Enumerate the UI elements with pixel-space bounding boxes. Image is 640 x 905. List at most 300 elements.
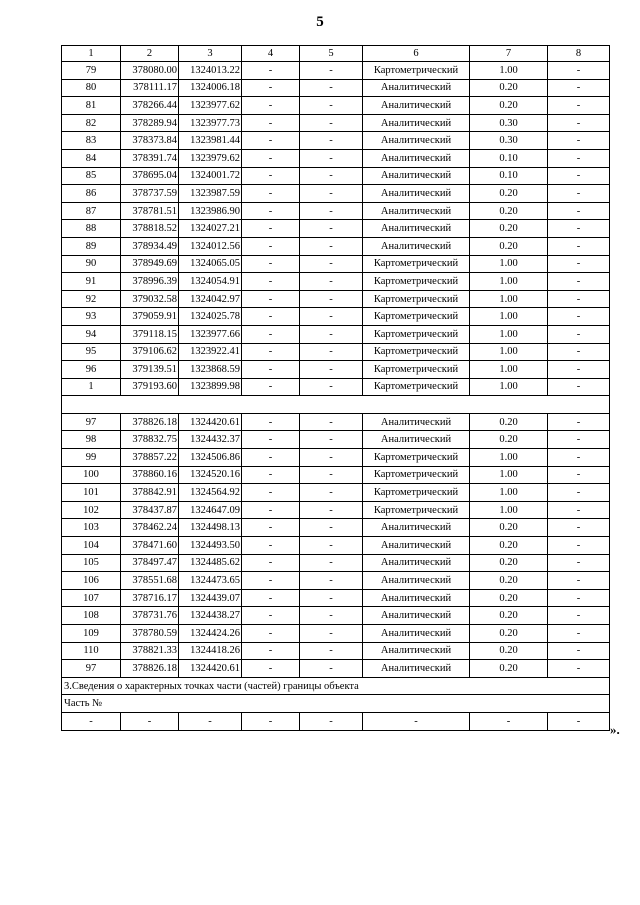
table-cell: - bbox=[300, 712, 363, 730]
table-cell: 1.00 bbox=[470, 361, 548, 379]
table-cell: Аналитический bbox=[363, 589, 470, 607]
table-cell: - bbox=[548, 466, 610, 484]
table-cell: 1324439.07 bbox=[179, 589, 242, 607]
table-cell: 96 bbox=[62, 361, 121, 379]
table-cell: - bbox=[242, 220, 300, 238]
table-cell: - bbox=[300, 149, 363, 167]
table-cell: 378373.84 bbox=[121, 132, 179, 150]
table-cell: - bbox=[548, 62, 610, 80]
table-cell: 378266.44 bbox=[121, 97, 179, 115]
table-cell: - bbox=[300, 185, 363, 203]
table-cell: 378551.68 bbox=[121, 572, 179, 590]
table-cell: 1.00 bbox=[470, 62, 548, 80]
table-row bbox=[62, 378, 610, 396]
table-cell: - bbox=[300, 273, 363, 291]
table-cell: 1324065.05 bbox=[179, 255, 242, 273]
table-cell: - bbox=[548, 660, 610, 678]
table-cell: 104 bbox=[62, 537, 121, 555]
table-cell: 0.10 bbox=[470, 167, 548, 185]
table-row bbox=[62, 607, 610, 625]
table-cell: 379193.60 bbox=[121, 378, 179, 396]
page-number: 5 bbox=[316, 14, 324, 30]
table-row bbox=[62, 501, 610, 519]
table-cell: Картометрический bbox=[363, 449, 470, 467]
table-cell: 82 bbox=[62, 114, 121, 132]
table-row bbox=[62, 413, 610, 431]
column-header: 7 bbox=[470, 46, 548, 62]
table-cell: 378780.59 bbox=[121, 625, 179, 643]
table-row bbox=[62, 572, 610, 590]
table-cell: 378737.59 bbox=[121, 185, 179, 203]
table-cell: Картометрический bbox=[363, 361, 470, 379]
table-cell: Картометрический bbox=[363, 466, 470, 484]
table-cell: - bbox=[242, 325, 300, 343]
table-cell: 1 bbox=[62, 378, 121, 396]
table-cell: 378826.18 bbox=[121, 660, 179, 678]
table-row bbox=[62, 255, 610, 273]
table-cell: - bbox=[548, 607, 610, 625]
table-row bbox=[62, 62, 610, 80]
table-row bbox=[62, 466, 610, 484]
table-cell: - bbox=[242, 712, 300, 730]
table-cell: 1324420.61 bbox=[179, 660, 242, 678]
table-cell: 378860.16 bbox=[121, 466, 179, 484]
table-cell: - bbox=[242, 185, 300, 203]
table-cell: - bbox=[300, 62, 363, 80]
table-cell: - bbox=[242, 343, 300, 361]
table-cell: Аналитический bbox=[363, 220, 470, 238]
table-cell: Аналитический bbox=[363, 132, 470, 150]
table-cell: - bbox=[300, 308, 363, 326]
table-row bbox=[62, 167, 610, 185]
table-cell: 1324432.37 bbox=[179, 431, 242, 449]
table-cell: 379032.58 bbox=[121, 290, 179, 308]
table-cell: - bbox=[548, 537, 610, 555]
table-cell: 0.20 bbox=[470, 431, 548, 449]
table-cell: - bbox=[242, 378, 300, 396]
table-cell: - bbox=[548, 97, 610, 115]
table-cell: 83 bbox=[62, 132, 121, 150]
table-cell: 378111.17 bbox=[121, 79, 179, 97]
table-row bbox=[62, 589, 610, 607]
table-cell: 378857.22 bbox=[121, 449, 179, 467]
table-cell: Картометрический bbox=[363, 62, 470, 80]
column-header: 3 bbox=[179, 46, 242, 62]
table-cell: Картометрический bbox=[363, 501, 470, 519]
table-cell: - bbox=[300, 501, 363, 519]
table-cell: 1.00 bbox=[470, 466, 548, 484]
table-cell: - bbox=[242, 466, 300, 484]
table-cell: Аналитический bbox=[363, 660, 470, 678]
table-cell: 0.30 bbox=[470, 132, 548, 150]
table-cell: 1.00 bbox=[470, 325, 548, 343]
table-cell: 0.20 bbox=[470, 607, 548, 625]
table-cell: - bbox=[242, 572, 300, 590]
table-cell: - bbox=[548, 325, 610, 343]
table-cell: 90 bbox=[62, 255, 121, 273]
table-cell: 1.00 bbox=[470, 484, 548, 502]
table-cell: - bbox=[242, 237, 300, 255]
table-cell: Аналитический bbox=[363, 642, 470, 660]
table-cell: - bbox=[300, 220, 363, 238]
table-cell: 80 bbox=[62, 79, 121, 97]
table-cell: - bbox=[548, 642, 610, 660]
table-cell: - bbox=[548, 79, 610, 97]
table-cell: - bbox=[300, 642, 363, 660]
table-header-row bbox=[62, 46, 610, 62]
table-cell: - bbox=[548, 132, 610, 150]
table-cell: 107 bbox=[62, 589, 121, 607]
table-cell: - bbox=[242, 361, 300, 379]
table-cell: 378832.75 bbox=[121, 431, 179, 449]
table-cell: - bbox=[300, 343, 363, 361]
table-cell: - bbox=[300, 413, 363, 431]
table-cell: 1.00 bbox=[470, 343, 548, 361]
table-cell: 1323922.41 bbox=[179, 343, 242, 361]
table-row bbox=[62, 361, 610, 379]
table-row bbox=[62, 431, 610, 449]
table-cell: 378949.69 bbox=[121, 255, 179, 273]
table-row bbox=[62, 712, 610, 730]
table-cell: Аналитический bbox=[363, 625, 470, 643]
table-cell: 1324012.56 bbox=[179, 237, 242, 255]
table-cell: - bbox=[300, 290, 363, 308]
closing-quote-mark: ». bbox=[610, 722, 620, 737]
table-cell: 378818.52 bbox=[121, 220, 179, 238]
table-cell: - bbox=[470, 712, 548, 730]
table-cell: - bbox=[179, 712, 242, 730]
table-cell: Аналитический bbox=[363, 237, 470, 255]
table-cell: - bbox=[242, 431, 300, 449]
table-cell: 378826.18 bbox=[121, 413, 179, 431]
table-cell: 98 bbox=[62, 431, 121, 449]
table-cell: - bbox=[242, 519, 300, 537]
table-cell: 1323868.59 bbox=[179, 361, 242, 379]
table-cell: - bbox=[242, 167, 300, 185]
table-cell: 79 bbox=[62, 62, 121, 80]
table-cell: - bbox=[548, 149, 610, 167]
table-cell: - bbox=[300, 202, 363, 220]
table-cell: - bbox=[548, 273, 610, 291]
table-cell: 1323981.44 bbox=[179, 132, 242, 150]
table-cell: - bbox=[242, 255, 300, 273]
table-cell: 0.20 bbox=[470, 519, 548, 537]
table-cell: - bbox=[300, 431, 363, 449]
table-cell: 1324438.27 bbox=[179, 607, 242, 625]
table-cell: 378781.51 bbox=[121, 202, 179, 220]
table-cell: - bbox=[300, 132, 363, 150]
table-cell: 0.20 bbox=[470, 572, 548, 590]
table-cell: - bbox=[548, 308, 610, 326]
table-row bbox=[62, 519, 610, 537]
table-cell: Картометрический bbox=[363, 290, 470, 308]
table-cell: 0.20 bbox=[470, 660, 548, 678]
table-cell: 1323979.62 bbox=[179, 149, 242, 167]
table-cell: - bbox=[62, 712, 121, 730]
table-row bbox=[62, 114, 610, 132]
table-cell: 1324506.86 bbox=[179, 449, 242, 467]
table-cell: 0.20 bbox=[470, 642, 548, 660]
table-cell: - bbox=[548, 202, 610, 220]
table-cell: 0.20 bbox=[470, 220, 548, 238]
table-cell: 0.20 bbox=[470, 537, 548, 555]
table-cell: - bbox=[548, 114, 610, 132]
table-cell: 99 bbox=[62, 449, 121, 467]
table-cell: 110 bbox=[62, 642, 121, 660]
table-cell: 1324564.92 bbox=[179, 484, 242, 502]
table-cell: 378462.24 bbox=[121, 519, 179, 537]
table-cell: 1.00 bbox=[470, 290, 548, 308]
table-cell: 85 bbox=[62, 167, 121, 185]
table-cell: - bbox=[548, 519, 610, 537]
table-cell: 1.00 bbox=[470, 255, 548, 273]
table-cell: 378842.91 bbox=[121, 484, 179, 502]
table-cell: Аналитический bbox=[363, 167, 470, 185]
table-cell: 378695.04 bbox=[121, 167, 179, 185]
table-cell: 97 bbox=[62, 413, 121, 431]
table-cell: Картометрический bbox=[363, 308, 470, 326]
table-cell: - bbox=[300, 589, 363, 607]
table-cell: 1324485.62 bbox=[179, 554, 242, 572]
column-header: 8 bbox=[548, 46, 610, 62]
table-cell: Картометрический bbox=[363, 343, 470, 361]
table-cell: 95 bbox=[62, 343, 121, 361]
table-cell: - bbox=[300, 537, 363, 555]
table-cell: - bbox=[242, 537, 300, 555]
table-cell: - bbox=[548, 484, 610, 502]
table-cell: - bbox=[548, 220, 610, 238]
table-cell: 1324647.09 bbox=[179, 501, 242, 519]
table-cell: - bbox=[242, 660, 300, 678]
table-row bbox=[62, 554, 610, 572]
table-cell: - bbox=[300, 97, 363, 115]
table-cell: Картометрический bbox=[363, 255, 470, 273]
table-cell: 378497.47 bbox=[121, 554, 179, 572]
table-cell: 105 bbox=[62, 554, 121, 572]
table-row bbox=[62, 220, 610, 238]
table-cell: - bbox=[548, 413, 610, 431]
table-cell: 378731.76 bbox=[121, 607, 179, 625]
table-cell: 1324025.78 bbox=[179, 308, 242, 326]
table-cell: - bbox=[300, 484, 363, 502]
table-cell: - bbox=[548, 572, 610, 590]
table-row bbox=[62, 449, 610, 467]
table-cell: 109 bbox=[62, 625, 121, 643]
table-cell: 1323987.59 bbox=[179, 185, 242, 203]
column-header: 2 bbox=[121, 46, 179, 62]
table-cell: 92 bbox=[62, 290, 121, 308]
table-cell: - bbox=[548, 237, 610, 255]
table-cell: 84 bbox=[62, 149, 121, 167]
table-cell: 1324013.22 bbox=[179, 62, 242, 80]
table-cell: 379118.15 bbox=[121, 325, 179, 343]
table-cell: 93 bbox=[62, 308, 121, 326]
table-cell: 0.20 bbox=[470, 185, 548, 203]
table-cell: - bbox=[242, 607, 300, 625]
table-cell: - bbox=[548, 290, 610, 308]
table-cell: 1324001.72 bbox=[179, 167, 242, 185]
table-row bbox=[62, 132, 610, 150]
table-cell: - bbox=[242, 625, 300, 643]
table-cell: 378821.33 bbox=[121, 642, 179, 660]
table-cell: 100 bbox=[62, 466, 121, 484]
table-cell: 0.20 bbox=[470, 625, 548, 643]
table-cell: - bbox=[242, 97, 300, 115]
table-cell: - bbox=[300, 449, 363, 467]
table-cell: 378437.87 bbox=[121, 501, 179, 519]
table-cell: - bbox=[548, 501, 610, 519]
table-cell: Аналитический bbox=[363, 519, 470, 537]
table-cell: 1324424.26 bbox=[179, 625, 242, 643]
table-cell: - bbox=[242, 501, 300, 519]
table-cell: 378080.00 bbox=[121, 62, 179, 80]
table-cell: 0.20 bbox=[470, 202, 548, 220]
table-cell: 1324006.18 bbox=[179, 79, 242, 97]
table-cell: 379106.62 bbox=[121, 343, 179, 361]
table-cell: 1.00 bbox=[470, 449, 548, 467]
table-row bbox=[62, 273, 610, 291]
table-cell: 0.20 bbox=[470, 97, 548, 115]
table-cell: - bbox=[363, 712, 470, 730]
table-cell: 86 bbox=[62, 185, 121, 203]
table-cell: 378996.39 bbox=[121, 273, 179, 291]
boundary-points-table bbox=[61, 45, 610, 731]
table-cell: - bbox=[548, 625, 610, 643]
table-cell: - bbox=[300, 237, 363, 255]
table-cell: 0.30 bbox=[470, 114, 548, 132]
table-cell: - bbox=[242, 308, 300, 326]
table-cell: 1324498.13 bbox=[179, 519, 242, 537]
table-cell: - bbox=[300, 519, 363, 537]
table-row bbox=[62, 290, 610, 308]
table-cell: - bbox=[548, 167, 610, 185]
table-cell: 1324493.50 bbox=[179, 537, 242, 555]
table-cell: Аналитический bbox=[363, 202, 470, 220]
table-cell: - bbox=[548, 712, 610, 730]
table-cell: 97 bbox=[62, 660, 121, 678]
table-cell: 108 bbox=[62, 607, 121, 625]
table-cell: Аналитический bbox=[363, 554, 470, 572]
table-cell: - bbox=[121, 712, 179, 730]
table-cell: Картометрический bbox=[363, 378, 470, 396]
part-label: Часть № bbox=[62, 695, 610, 713]
table-row bbox=[62, 537, 610, 555]
column-header: 1 bbox=[62, 46, 121, 62]
table-cell: 91 bbox=[62, 273, 121, 291]
table-cell: - bbox=[548, 361, 610, 379]
table-row bbox=[62, 79, 610, 97]
table-cell: Аналитический bbox=[363, 114, 470, 132]
table-cell: 1324473.65 bbox=[179, 572, 242, 590]
table-cell: 1323977.73 bbox=[179, 114, 242, 132]
spacer-row bbox=[62, 396, 610, 414]
table-cell: - bbox=[300, 607, 363, 625]
table-cell: Аналитический bbox=[363, 79, 470, 97]
table-cell: - bbox=[300, 572, 363, 590]
table-cell: - bbox=[242, 290, 300, 308]
table-cell: 87 bbox=[62, 202, 121, 220]
table-row bbox=[62, 484, 610, 502]
table-cell: 0.20 bbox=[470, 79, 548, 97]
table-cell: Аналитический bbox=[363, 413, 470, 431]
table-cell: Аналитический bbox=[363, 537, 470, 555]
table-cell: - bbox=[242, 449, 300, 467]
table-cell: - bbox=[242, 62, 300, 80]
table-cell: 378289.94 bbox=[121, 114, 179, 132]
table-cell: 1.00 bbox=[470, 378, 548, 396]
table-cell: 102 bbox=[62, 501, 121, 519]
table-cell: 1324042.97 bbox=[179, 290, 242, 308]
table-cell: - bbox=[242, 413, 300, 431]
table-cell: 1323977.66 bbox=[179, 325, 242, 343]
table-row bbox=[62, 660, 610, 678]
column-header: 4 bbox=[242, 46, 300, 62]
table-cell: - bbox=[300, 114, 363, 132]
table-cell: - bbox=[548, 378, 610, 396]
table-cell: - bbox=[300, 554, 363, 572]
table-cell: 1323977.62 bbox=[179, 97, 242, 115]
table-cell: 106 bbox=[62, 572, 121, 590]
table-row bbox=[62, 97, 610, 115]
column-header: 5 bbox=[300, 46, 363, 62]
table-row bbox=[62, 237, 610, 255]
table-cell: Картометрический bbox=[363, 484, 470, 502]
table-cell: 0.10 bbox=[470, 149, 548, 167]
table-cell: Картометрический bbox=[363, 325, 470, 343]
table-cell: 0.20 bbox=[470, 237, 548, 255]
table-cell: 1324418.26 bbox=[179, 642, 242, 660]
table-cell: - bbox=[300, 660, 363, 678]
spacer bbox=[62, 396, 610, 414]
table-cell: - bbox=[242, 554, 300, 572]
table-cell: - bbox=[548, 255, 610, 273]
table-cell: - bbox=[300, 625, 363, 643]
table-cell: - bbox=[300, 466, 363, 484]
table-cell: - bbox=[548, 589, 610, 607]
table-cell: 1324420.61 bbox=[179, 413, 242, 431]
table-cell: 0.20 bbox=[470, 413, 548, 431]
table-cell: 379139.51 bbox=[121, 361, 179, 379]
table-row bbox=[62, 202, 610, 220]
table-cell: - bbox=[300, 255, 363, 273]
table-row bbox=[62, 325, 610, 343]
table-cell: Картометрический bbox=[363, 273, 470, 291]
table-cell: 1324054.91 bbox=[179, 273, 242, 291]
table-cell: - bbox=[242, 589, 300, 607]
table-cell: 89 bbox=[62, 237, 121, 255]
table-cell: - bbox=[300, 325, 363, 343]
section-title-row bbox=[62, 677, 610, 695]
table-cell: - bbox=[548, 554, 610, 572]
table-cell: 1.00 bbox=[470, 308, 548, 326]
table-cell: Аналитический bbox=[363, 149, 470, 167]
table-cell: Аналитический bbox=[363, 97, 470, 115]
part-label-row bbox=[62, 695, 610, 713]
table-cell: 81 bbox=[62, 97, 121, 115]
table-row bbox=[62, 625, 610, 643]
table-cell: - bbox=[548, 431, 610, 449]
table-cell: 378391.74 bbox=[121, 149, 179, 167]
section-title: 3.Сведения о характерных точках части (частей) границы объекта bbox=[62, 677, 610, 695]
table-cell: Аналитический bbox=[363, 185, 470, 203]
table-cell: - bbox=[242, 202, 300, 220]
table-cell: 103 bbox=[62, 519, 121, 537]
table-row bbox=[62, 308, 610, 326]
table-cell: Аналитический bbox=[363, 572, 470, 590]
table-cell: - bbox=[300, 79, 363, 97]
table-cell: 1324027.21 bbox=[179, 220, 242, 238]
table-cell: - bbox=[242, 79, 300, 97]
